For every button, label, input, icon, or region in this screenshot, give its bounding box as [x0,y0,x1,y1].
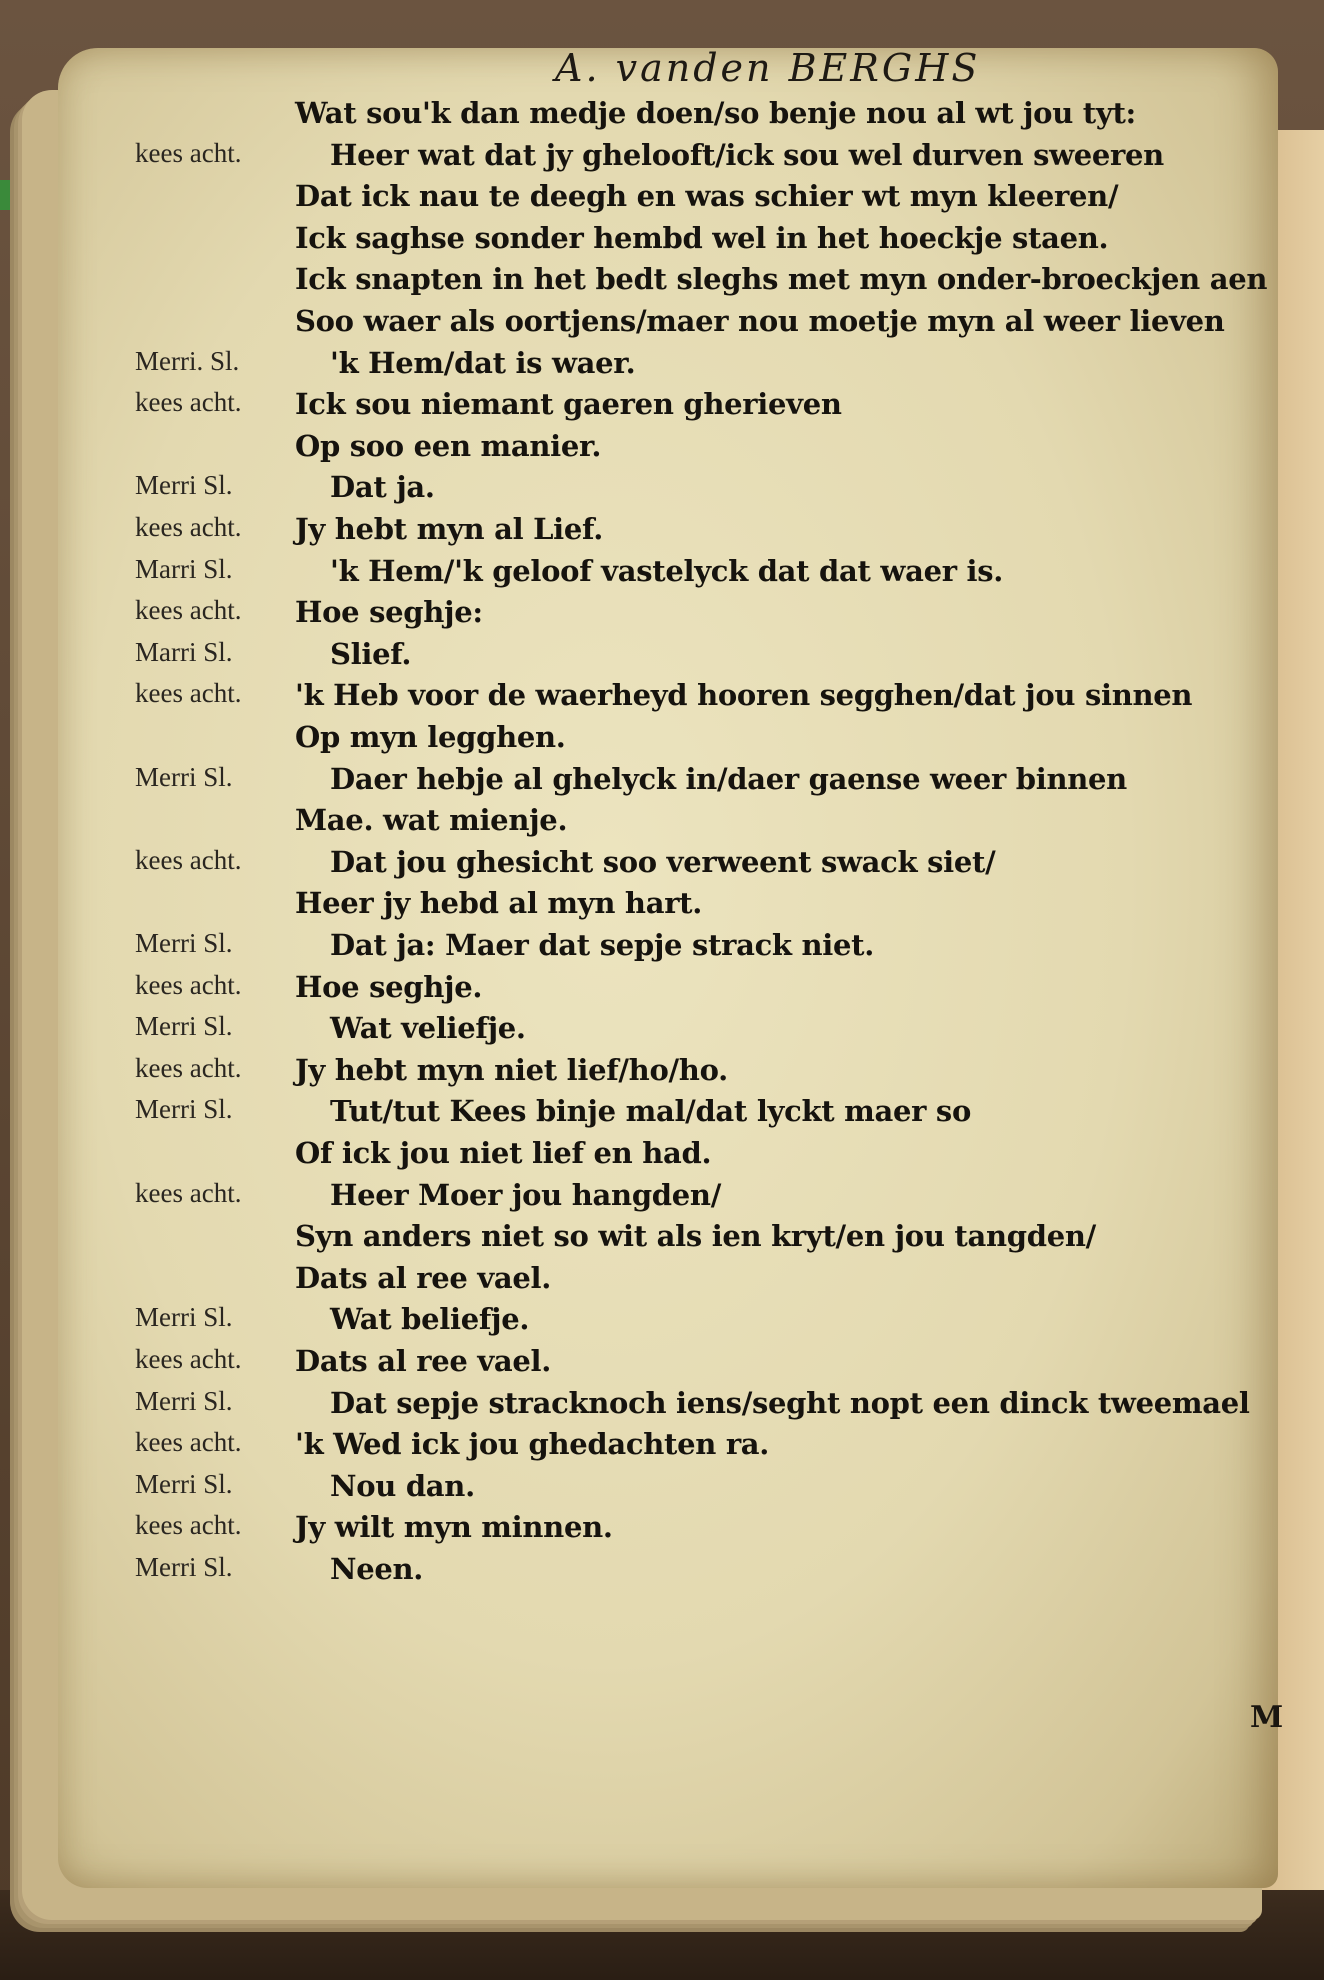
dialogue-line [0,179,1324,219]
page-signature: M [1250,1700,1284,1735]
verse-text: Nou dan. [330,1468,475,1503]
speaker-label: Merri Sl. [135,1385,233,1416]
verse-text: 'k Wed ick jou ghedachten ra. [295,1427,770,1462]
verse-text: Daer hebje al ghelyck in/daer gaense weer binnen [330,761,1127,796]
dialogue-line [0,595,1324,635]
verse-text: Heer jy hebd al myn hart. [295,886,703,921]
speaker-label: kees acht. [135,387,242,418]
speaker-label: Merri Sl. [135,1011,233,1042]
dialogue-line [0,1302,1324,1342]
verse-text: Heer Moer jou hangden/ [330,1177,722,1212]
verse-text: Wat veliefje. [330,1011,526,1046]
verse-text: Wat sou'k dan medje doen/so benje nou al wt jou tyt: [295,96,1136,130]
speaker-label: Merri Sl. [135,1302,233,1333]
speaker-label: kees acht. [135,1177,242,1208]
verse-text: Dat sepje stracknoch iens/seght nopt een dinck tweemael [330,1385,1250,1420]
verse-text: Jy wilt myn minnen. [295,1510,613,1545]
dialogue-line [0,1261,1324,1301]
dialogue-line [0,886,1324,926]
speaker-label: kees acht. [135,1510,242,1541]
running-head: A. vanden BERGHS [555,46,981,90]
dialogue-line [0,470,1324,510]
verse-text: Op soo een manier. [295,428,602,463]
verse-text: Syn anders niet so wit als ien kryt/en jou tangden/ [295,1219,1096,1254]
speaker-label: Merri Sl. [135,928,233,958]
dialogue-line [0,1094,1324,1134]
dialogue-line [0,1344,1324,1384]
dialogue-line [0,803,1324,843]
dialogue-line [0,1053,1324,1093]
dialogue-line [0,1427,1324,1467]
dialogue-line [0,429,1324,469]
dialogue-line [0,970,1324,1010]
speaker-label: kees acht. [135,1052,242,1083]
verse-text: Dat ick nau te deegh en was schier wt myn kleeren/ [295,179,1119,214]
dialogue-line [0,1510,1324,1550]
dialogue-line [0,554,1324,594]
verse-text: Heer wat dat jy ghelooft/ick sou wel durven sweeren [330,137,1164,172]
verse-text: Hoe seghje: [295,595,483,630]
dialogue-line [0,1469,1324,1509]
dialogue-line [0,1178,1324,1218]
speaker-label: Merri. Sl. [135,345,240,376]
verse-text: 'k Hem/dat is waer. [330,345,636,380]
dialogue-line [0,928,1324,968]
dialogue-line [0,1011,1324,1051]
dialogue-line [0,304,1324,344]
verse-text: Jy hebt myn niet lief/ho/ho. [295,1052,728,1087]
verse-text: Dat ja. [330,470,435,505]
speaker-label: Merri Sl. [135,470,233,501]
verse-text: Neen. [330,1552,424,1586]
verse-text: Dats al ree vael. [295,1344,552,1378]
verse-text: Wat beliefje. [330,1302,530,1337]
speaker-label: kees acht. [135,969,242,1000]
verse-text: Dat ja: Maer dat sepje strack niet. [330,928,875,962]
speaker-label: kees acht. [135,844,242,875]
dialogue-line [0,262,1324,302]
dialogue-line [0,1386,1324,1426]
verse-text: Slief. [330,636,412,671]
verse-text: Mae. wat mienje. [295,803,568,838]
verse-text: Jy hebt myn al Lief. [295,512,603,546]
speaker-label: Marri Sl. [135,636,233,667]
verse-text: Tut/tut Kees binje mal/dat lyckt maer so [330,1094,971,1129]
dialogue-line [0,387,1324,427]
speaker-label: kees acht. [135,1427,242,1458]
dialogue-line [0,1136,1324,1176]
speaker-label: Merri Sl. [135,761,233,792]
verse-text: Op myn legghen. [295,720,566,754]
speaker-label: Merri Sl. [135,1552,233,1582]
dialogue-line [0,845,1324,885]
verse-text: Dat jou ghesicht soo verweent swack siet/ [330,844,996,879]
dialogue-line [0,96,1324,136]
speaker-label: kees acht. [135,595,242,626]
dialogue-line [0,512,1324,552]
verse-text: Dats al ree vael. [295,1260,552,1295]
speaker-label: kees acht. [135,678,242,709]
verse-text: Soo waer als oortjens/maer nou moetje myn al weer lieven [295,304,1225,338]
dialogue-line [0,720,1324,760]
dialogue-line [0,1219,1324,1259]
verse-text: Ick saghse sonder hembd wel in het hoeckje staen. [295,220,1109,255]
speaker-label: Marri Sl. [135,553,233,584]
verse-text: 'k Hem/'k geloof vastelyck dat dat waer is. [330,553,1004,588]
verse-text: Hoe seghje. [295,969,483,1004]
dialogue-line [0,762,1324,802]
speaker-label: kees acht. [135,512,242,542]
dialogue-line [0,678,1324,718]
dialogue-line [0,221,1324,261]
verse-text: Ick snapten in het bedt sleghs met myn onder-broeckjen aen [295,262,1268,297]
dialogue-line [0,637,1324,677]
speaker-label: Merri Sl. [135,1094,233,1125]
verse-text: 'k Heb voor de waerheyd hooren segghen/dat jou sinnen [295,678,1193,713]
dialogue-line [0,138,1324,178]
speaker-label: Merri Sl. [135,1468,233,1499]
dialogue-line [0,346,1324,386]
verse-text: Ick sou niemant gaeren gherieven [295,387,842,422]
speaker-label: kees acht. [135,1344,242,1374]
dialogue-line [0,1552,1324,1592]
speaker-label: kees acht. [135,137,242,168]
verse-text: Of ick jou niet lief en had. [295,1136,712,1170]
